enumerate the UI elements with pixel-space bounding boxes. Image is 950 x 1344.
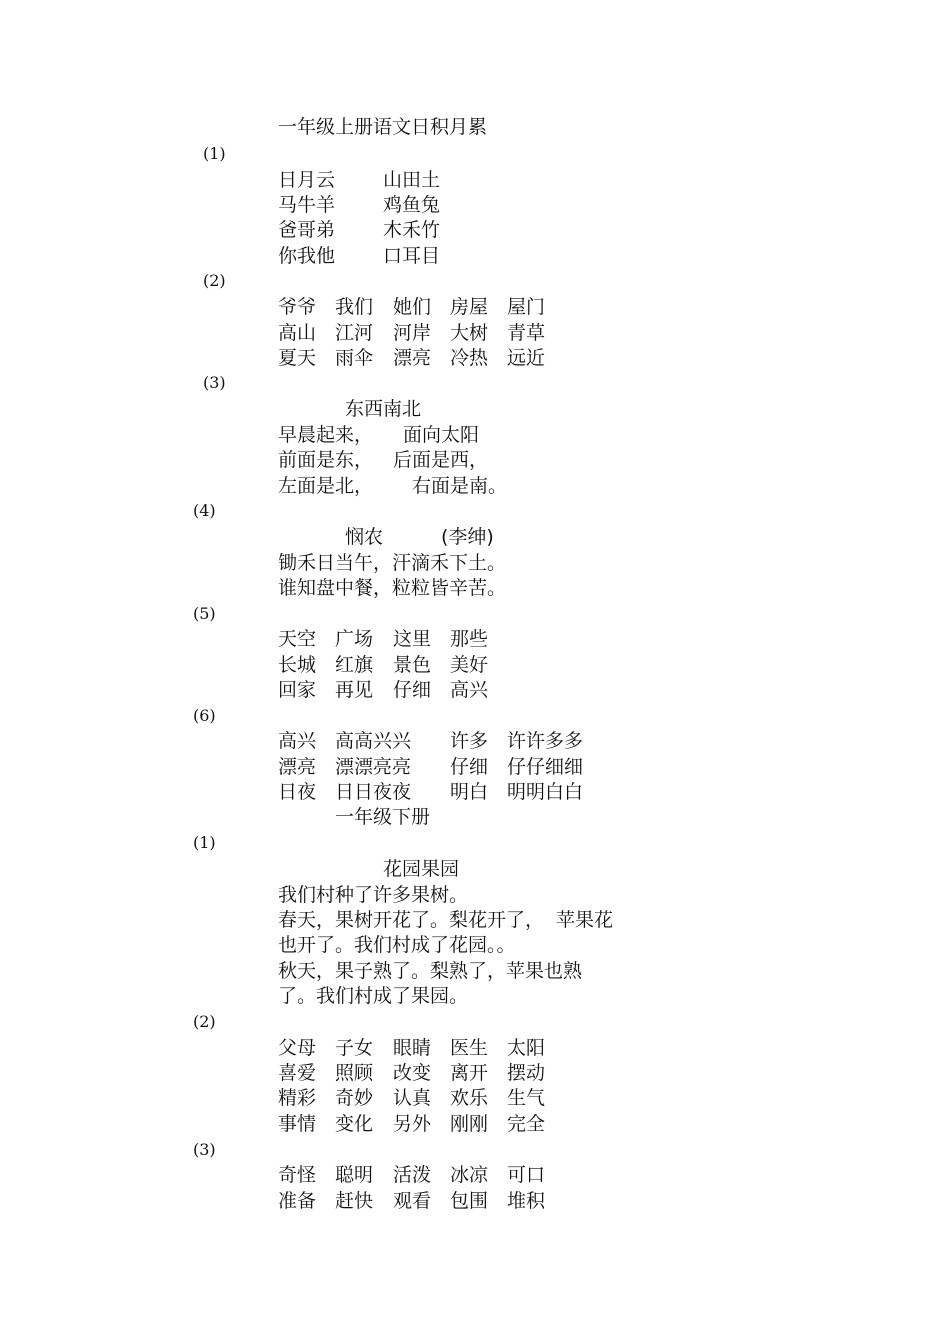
word: 广场 (335, 628, 374, 650)
word: 回家 (278, 679, 317, 701)
word: 远近 (507, 347, 546, 369)
word: 漂亮 (278, 756, 317, 778)
word: 爷爷 (278, 296, 317, 318)
word: 生气 (507, 1087, 546, 1109)
word: 许许多多 (507, 730, 584, 752)
poem-line: 谁知盘中餐，粒粒皆辛苦。 (278, 577, 507, 599)
word: 景色 (393, 654, 432, 676)
word: 照顾 (335, 1062, 374, 1084)
word: 河岸 (393, 322, 432, 344)
poem-title: 悯农 (345, 526, 384, 548)
word: 我们 (335, 296, 374, 318)
word: 仔细 (450, 756, 489, 778)
word: 青草 (507, 322, 546, 344)
passage-line: 了。我们村成了果园。 (278, 985, 469, 1007)
passage-title: 花园果园 (383, 858, 460, 880)
passage-line: 也开了。我们村成了花园。。 (278, 934, 516, 956)
word: 观看 (393, 1190, 432, 1212)
word: 日日夜夜 (335, 781, 412, 803)
word: 木禾竹 (383, 219, 441, 241)
word: 离开 (450, 1062, 489, 1084)
phrase: 右面是南。 (412, 475, 508, 497)
word: 父母 (278, 1037, 317, 1059)
section-heading: 一年级下册 (335, 806, 431, 828)
word: 堆积 (507, 1190, 546, 1212)
phrase: 早晨起来， (278, 424, 374, 446)
word: 马牛羊 (278, 194, 336, 216)
word: 眼睛 (393, 1037, 432, 1059)
page-title: 一年级上册语文日积月累 (278, 116, 488, 138)
word: 精彩 (278, 1087, 317, 1109)
word: 再见 (335, 679, 374, 701)
word: 江河 (335, 322, 374, 344)
word: 长城 (278, 654, 317, 676)
word: 这里 (393, 628, 432, 650)
word: 认真 (393, 1087, 432, 1109)
word: 漂漂亮亮 (335, 756, 412, 778)
word: 红旗 (335, 654, 374, 676)
section-number: (1) (203, 144, 226, 163)
word: 大树 (450, 322, 489, 344)
word: 奇妙 (335, 1087, 374, 1109)
word: 另外 (393, 1113, 432, 1135)
section-number: (3) (203, 373, 226, 392)
poem-author: (李绅) (441, 526, 494, 548)
word: 冰凉 (450, 1164, 489, 1186)
word: 漂亮 (393, 347, 432, 369)
word: 明明白白 (507, 781, 584, 803)
word: 刚刚 (450, 1113, 489, 1135)
word: 你我他 (278, 245, 336, 267)
word: 房屋 (450, 296, 489, 318)
word: 聪明 (335, 1164, 374, 1186)
word: 医生 (450, 1037, 489, 1059)
passage-line: 秋天，果子熟了。梨熟了，苹果也熟 (278, 960, 583, 982)
word: 夏天 (278, 347, 317, 369)
word: 子女 (335, 1037, 374, 1059)
word: 雨伞 (335, 347, 374, 369)
phrase: 苹果花 (556, 909, 614, 931)
word: 活泼 (393, 1164, 432, 1186)
phrase: 后面是西， (393, 449, 489, 471)
word: 口耳目 (383, 245, 441, 267)
poem-line: 锄禾日当午，汗滴禾下土。 (278, 552, 507, 574)
word: 欢乐 (450, 1087, 489, 1109)
word: 赶快 (335, 1190, 374, 1212)
word: 明白 (450, 781, 489, 803)
section-number: (2) (203, 271, 226, 290)
word: 包围 (450, 1190, 489, 1212)
section-number: (3) (193, 1140, 216, 1159)
word: 事情 (278, 1113, 317, 1135)
section-number: (2) (193, 1012, 216, 1031)
word: 完全 (507, 1113, 546, 1135)
section-number: (6) (193, 706, 216, 725)
word: 仔仔细细 (507, 756, 584, 778)
word: 准备 (278, 1190, 317, 1212)
word: 喜爱 (278, 1062, 317, 1084)
section-number: (5) (193, 604, 216, 623)
word: 改变 (393, 1062, 432, 1084)
word: 奇怪 (278, 1164, 317, 1186)
word: 爸哥弟 (278, 219, 336, 241)
word: 冷热 (450, 347, 489, 369)
section-number: (1) (193, 833, 216, 852)
word: 许多 (450, 730, 489, 752)
phrase: 春天，果树开花了。梨花开了， (278, 909, 545, 931)
word: 变化 (335, 1113, 374, 1135)
word: 日夜 (278, 781, 317, 803)
section-number: (4) (193, 501, 216, 520)
phrase: 面向太阳 (403, 424, 480, 446)
word: 高高兴兴 (335, 730, 412, 752)
word: 高兴 (278, 730, 317, 752)
word: 美好 (450, 654, 489, 676)
word: 屋门 (507, 296, 546, 318)
word: 那些 (450, 628, 489, 650)
phrase: 左面是北， (278, 475, 374, 497)
word: 太阳 (507, 1037, 546, 1059)
phrase: 前面是东， (278, 449, 374, 471)
word: 高兴 (450, 679, 489, 701)
word: 高山 (278, 322, 317, 344)
word: 日月云 (278, 169, 336, 191)
poem-title: 东西南北 (345, 398, 422, 420)
word: 山田土 (383, 169, 441, 191)
word: 天空 (278, 628, 317, 650)
word: 仔细 (393, 679, 432, 701)
word: 可口 (507, 1164, 546, 1186)
word: 她们 (393, 296, 432, 318)
passage-line: 我们村种了许多果树。 (278, 884, 469, 906)
word: 摆动 (507, 1062, 546, 1084)
word: 鸡鱼兔 (383, 194, 441, 216)
